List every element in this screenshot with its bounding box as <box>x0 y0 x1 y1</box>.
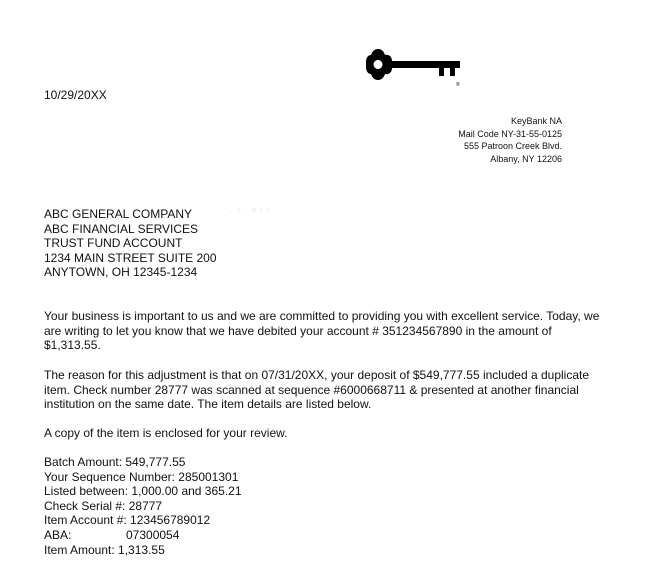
bank-name: KeyBank NA <box>510 116 562 126</box>
paragraph-reason: The reason for this adjustment is that on 07/31/20XX, your deposit of $549,777.55 included a duplicate item. Check number 28777 was scanned at sequence #6000668711 & presented at another financial institution on the same date. The item details are listed below. <box>44 368 590 412</box>
recipient-line-1: ABC GENERAL COMPANY <box>44 207 193 221</box>
recipient-line-4: 1234 MAIN STREET SUITE 200 <box>44 250 217 265</box>
bank-street: 555 Patroon Creek Blvd. <box>463 141 562 151</box>
recipient-line-5: ANYTOWN, OH 12345-1234 <box>44 265 198 280</box>
sequence-number: Your Sequence Number: 285001301 <box>44 469 239 484</box>
recipient-line-2: ABC FINANCIAL SERVICES <box>44 221 199 236</box>
faded-marks: · ¹ · ᵇ ʳ ᶜ <box>230 206 272 216</box>
aba-value: 07300054 <box>126 527 180 542</box>
bank-mail-code: Mail Code NY-31-55-0125 <box>458 128 562 139</box>
paragraph-copy-enclosed: A copy of the item is enclosed for your review. <box>44 426 288 440</box>
letter-date: 10/29/20XX <box>44 88 107 102</box>
item-account: Item Account #: 123456789012 <box>44 513 211 528</box>
item-amount: Item Amount: 1,313.55 <box>44 542 165 557</box>
bank-address <box>458 115 562 165</box>
registered-mark: ® <box>456 82 460 88</box>
item-details <box>44 455 242 557</box>
key-logo <box>366 44 464 88</box>
bank-city: Albany, NY 12206 <box>490 153 562 164</box>
paragraph-intro: Your business is important to us and we are committed to providing you with excellent service. Today, we are writing to let you know that we have debited your account # 351234567890 in the amount of $1,313.55. <box>44 309 600 353</box>
batch-amount: Batch Amount: 549,777.55 <box>44 455 186 469</box>
check-serial: Check Serial #: 28777 <box>44 498 163 513</box>
recipient-address <box>44 207 217 280</box>
recipient-line-3: TRUST FUND ACCOUNT <box>44 236 183 251</box>
aba-row <box>44 528 242 543</box>
aba-label: ABA: <box>44 527 72 542</box>
listed-between: Listed between: 1,000.00 and 365.21 <box>44 484 242 499</box>
key-icon <box>366 44 464 88</box>
